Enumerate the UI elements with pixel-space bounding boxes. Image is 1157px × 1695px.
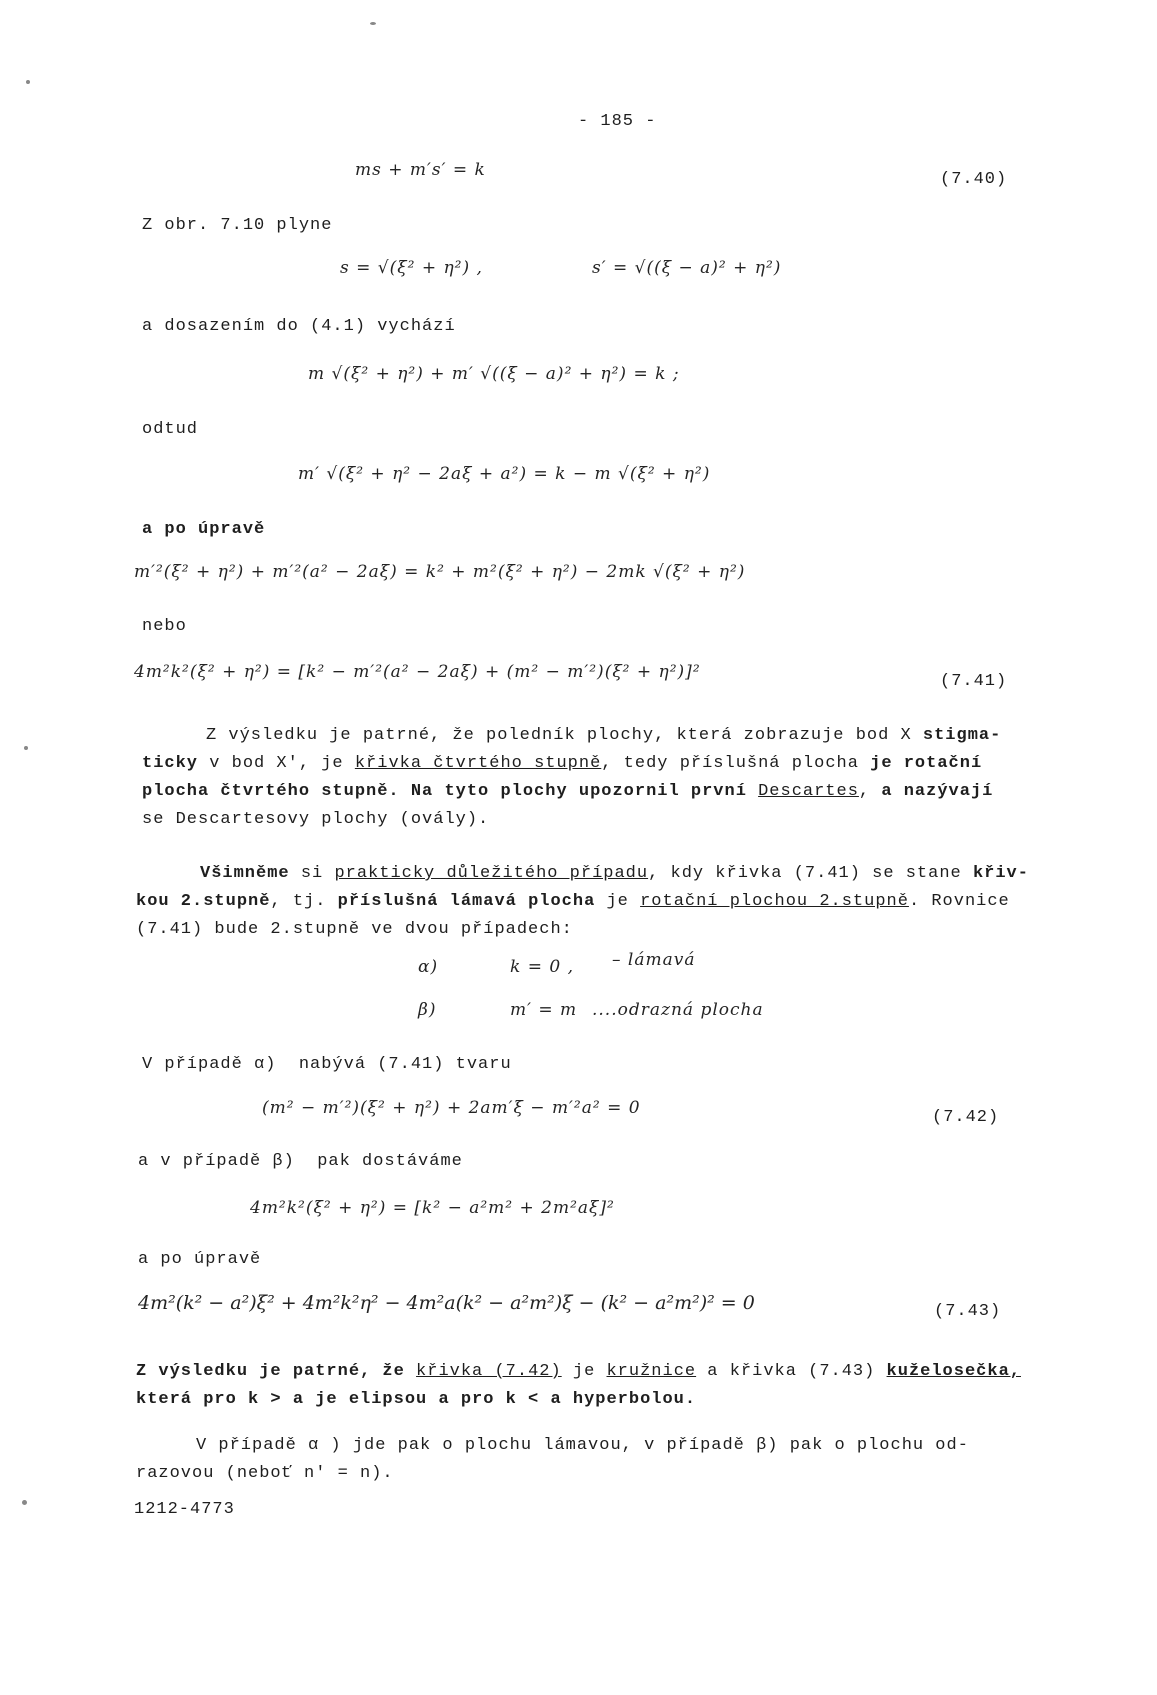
- equation-sum: m √(ξ² + η²) + m′ √((ξ − a)² + η²) = k ;: [308, 364, 680, 384]
- equation-7-41: 4m²k²(ξ² + η²) = [k² − m′²(a² − 2aξ) + (m² − m′²)(ξ² + η²)]²: [134, 662, 701, 682]
- paragraph-special-case: Všimněme si prakticky důležitého případu, kdy křivka (7.41) se stane křiv- kou 2.stupně, tj. příslušná lámavá plocha je rotační plochou 2.stupně. Rovnice (7.41) bude 2.stupně ve dvou případech:: [136, 864, 1029, 939]
- paragraph-result-2: Z výsledku je patrné, že křivka (7.42) je kružnice a křivka (7.43) kuželosečka, která pro k > a je elipsou a pro k < a hyperbolou.: [136, 1362, 1021, 1409]
- equation-uprave: m′²(ξ² + η²) + m′²(a² − 2aξ) = k² + m²(ξ² + η²) − 2mk √(ξ² + η²): [134, 562, 746, 582]
- case-beta-formula: m′ = m: [510, 1000, 578, 1020]
- text-po-uprave-1: a po úpravě: [142, 520, 266, 539]
- equation-s-prime: s′ = √((ξ − a)² + η²): [592, 258, 782, 278]
- case-alpha-label: α): [418, 957, 439, 977]
- case-beta-note: ....odrazná plocha: [592, 1000, 764, 1020]
- equation-odtud: m′ √(ξ² + η² − 2aξ + a²) = k − m √(ξ² + η²): [298, 464, 711, 484]
- paragraph-result-1: Z výsledku je patrné, že poledník plochy, která zobrazuje bod X stigma- ticky v bod X′, je křivka čtvrtého stupně, tedy příslušná plocha je rotační plocha čtvrtého stupně. Na tyto plochy upozornil první Descartes, a nazývají se Descartesovy plochy (ovály).: [142, 726, 1002, 829]
- text-z-obr: Z obr. 7.10 plyne: [142, 216, 333, 235]
- text-nebo: nebo: [142, 617, 187, 636]
- equation-label-7-42: (7.42): [932, 1108, 1000, 1127]
- page-number: - 185 -: [578, 112, 657, 131]
- equation-s: s = √(ξ² + η²) ,: [340, 258, 483, 278]
- scan-speck: [22, 1500, 27, 1505]
- equation-beta: 4m²k²(ξ² + η²) = [k² − a²m² + 2m²aξ]²: [250, 1198, 615, 1218]
- text-dosazenim: a dosazením do (4.1) vychází: [142, 317, 456, 336]
- case-alpha-note: – lámavá: [612, 950, 696, 970]
- equation-7-40: ms + m′s′ = k: [355, 160, 486, 180]
- text-po-uprave-2: a po úpravě: [138, 1250, 262, 1269]
- equation-7-42: (m² − m′²)(ξ² + η²) + 2am′ξ − m′²a² = 0: [262, 1098, 641, 1118]
- equation-label-7-41: (7.41): [940, 672, 1008, 691]
- case-alpha-formula: k = 0 ,: [510, 957, 574, 977]
- case-beta-label: β): [418, 1000, 437, 1020]
- paragraph-conclusion: V případě α ) jde pak o plochu lámavou, v případě β) pak o plochu od- razovou (neboť n′ = n).: [136, 1436, 969, 1483]
- scan-speck: [26, 80, 30, 84]
- text-odtud: odtud: [142, 420, 199, 439]
- scan-speck: [24, 746, 28, 750]
- equation-label-7-40: (7.40): [940, 170, 1008, 189]
- equation-label-7-43: (7.43): [934, 1302, 1002, 1321]
- footer-code: 1212-4773: [134, 1500, 235, 1519]
- text-pripade-alpha: V případě α) nabývá (7.41) tvaru: [142, 1055, 512, 1074]
- scan-speck: [370, 22, 376, 25]
- equation-7-43: 4m²(k² − a²)ξ² + 4m²k²η² − 4m²a(k² − a²m²)ξ − (k² − a²m²)² = 0: [138, 1292, 755, 1314]
- text-pripade-beta: a v případě β) pak dostáváme: [138, 1152, 463, 1171]
